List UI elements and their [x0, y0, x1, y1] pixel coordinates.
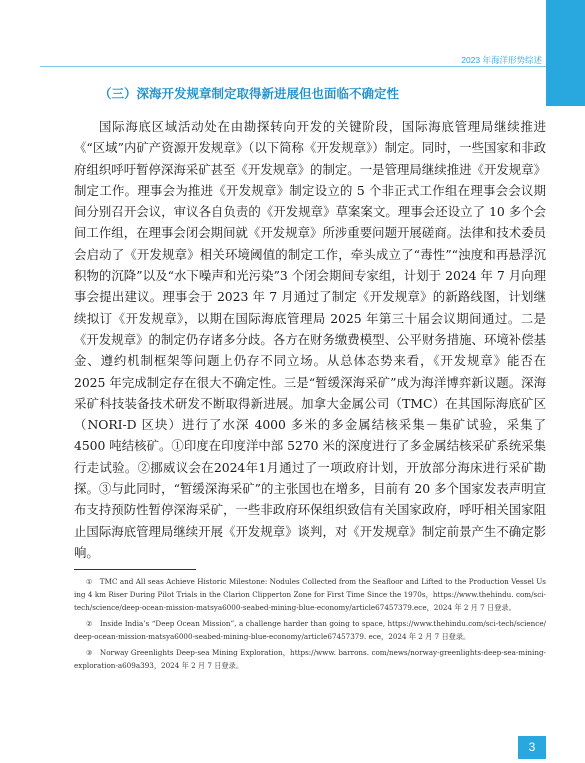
body-text	[74, 116, 546, 563]
footnote-2: ② Inside India’s “Deep Ocean Mission”, a challenge harder than going to space, https://www.thehindu.com/sci-tech/science/deep-ocean-mission-matsya6000-seabed-mining-blue-economy/article67457379. ece，2024 年 2 月 7 日登录。	[74, 619, 546, 641]
footnote-separator	[74, 569, 196, 570]
running-header-title: 2023 年海洋形势综述	[461, 55, 542, 65]
footnote-3: ③ Norway Greenlights Deep-sea Mining Exploration，https://www. barrons. com/news/norway-greenlights-deep-sea-mining-exploration-a609a393，2024 年 2 月 7 日登录。	[74, 648, 546, 670]
page-number: 3	[518, 736, 546, 759]
footnote-1: ① TMC and All seas Achieve Historic Milestone: Nodules Collected from the Seafloor and Lifted to the Production Vessel Using 4 km Riser During Pilot Trials in the Clarion Clipperton Zone for First Time Since the 1970s，https://www.thehindu. com/sci-tech/science/deep-ocean-mission-matsya6000-seabed-mining-blue-economy/article67457379.ece，2024 年 2 月 7 日登录。	[74, 577, 546, 612]
body-paragraph: 国际海底区域活动处在由勘探转向开发的关键阶段，国际海底管理局继续推进《“区域”内矿产资源开发规章》（以下简称《开发规章》）制定。同时，一些国家和非政府组织呼吁暂停深海采矿甚至《开发规章》的制定。一是管理局继续推进《开发规章》制定工作。理事会为推进《开发规章》制定设立的 5 个非正式工作组在理事会会议期间分别召开会议，审议各自负责的《开发规章》草案案文。理事会还设立了 10 多个会间工作组，在理事会闭会期间就《开发规章》所涉重要问题开展磋商。法律和技术委员会启动了《开发规章》相关环境阈值的制定工作，牵头成立了“毒性”“浊度和再悬浮沉积物的沉降”以及“水下噪声和光污染”3 个闭会期间专家组，计划于 2024 年 7 月向理事会提出建议。理事会于 2023 年 7 月通过了制定《开发规章》的新路线图，计划继续拟订《开发规章》，以期在国际海底管理局 2025 年第三十届会议期间通过。二是《开发规章》的制定仍存诸多分歧。各方在财务缴费模型、公平财务措施、环境补偿基金、遵约机制框架等问题上仍存不同立场。从总体态势来看，《开发规章》能否在 2025 年完成制定存在很大不确定性。三是“暂缓深海采矿”成为海洋博弈新议题。深海采矿科技装备技术研发不断取得新进展。加拿大金属公司（TMC）在其国际海底矿区（NORI-D 区块）进行了水深 4000 多米的多金属结核采集－集矿试验，采集了 4500 吨结核矿。①印度在印度洋中部 5270 米的深度进行了多金属结核采矿系统采集行走试验。②挪威议会在2024年1月通过了一项政府计划，开放部分海床进行采矿勘探。③与此同时，“暂缓深海采矿”的主张国也在增多，目前有 20 多个国家发表声明宣布支持预防性暂停深海采矿，一些非政府环保组织致信有关国家政府，呼吁相关国家阻止国际海底管理局继续开展《开发规章》谈判，对《开发规章》制定前景产生不确定影响。	[74, 119, 546, 560]
header-rule	[40, 66, 546, 67]
footnotes	[74, 575, 546, 675]
header-color-stripe	[546, 0, 585, 106]
section-heading: （三）深海开发规章制定取得新进展但也面临不确定性	[99, 86, 400, 101]
